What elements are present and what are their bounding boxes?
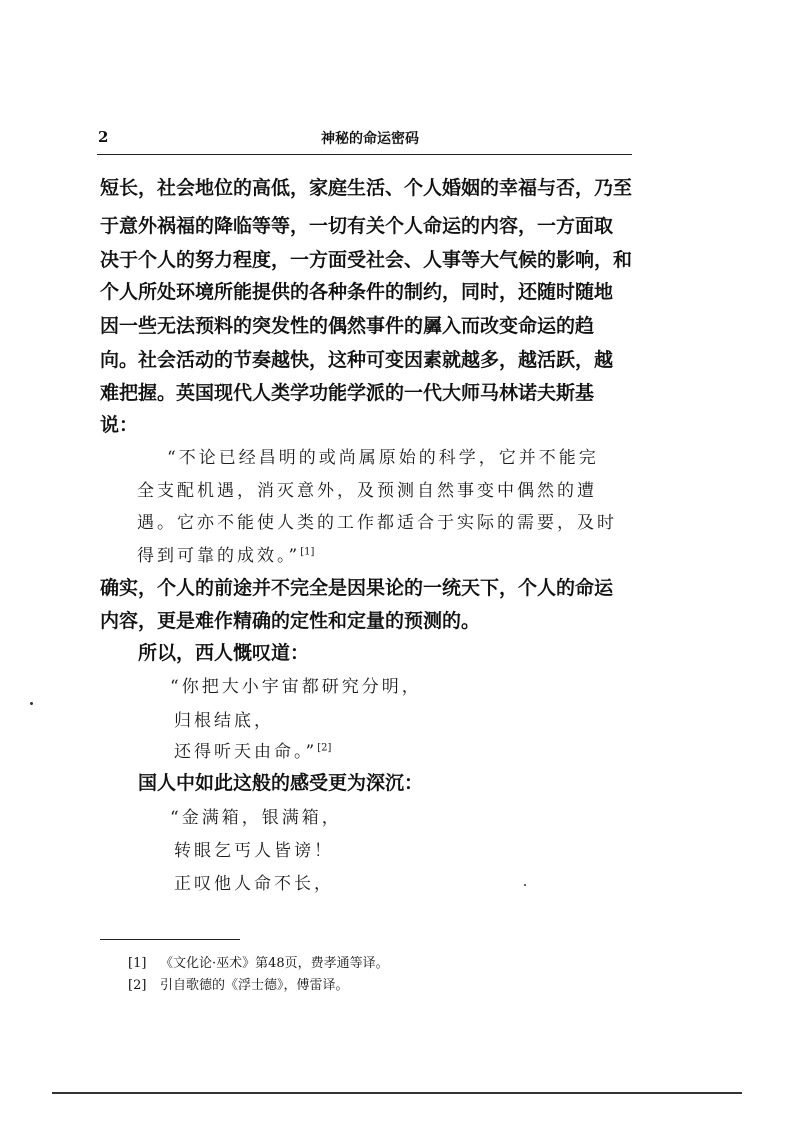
footnote-rule [100, 939, 240, 940]
paragraph-line: 个人所处环境所能提供的各种条件的制约，同时，还随时随地 [100, 281, 614, 303]
paragraph-line: 所以，西人慨叹道： [138, 642, 310, 664]
paragraph-line: 难把握。英国现代人类学功能学派的一代大师马林诺夫斯基 [100, 382, 595, 404]
footnote-text: 《文化论·巫术》第48页，费孝通等译。 [160, 956, 389, 971]
quote-line: “不论已经昌明的或尚属原始的科学，它并不能完 [167, 448, 599, 468]
scan-speck [30, 702, 33, 705]
page-number: 2 [98, 128, 109, 146]
verse-text: 还得听天由命。” [174, 742, 318, 762]
paragraph-line: 国人中如此这般的感受更为深沉： [138, 772, 424, 794]
paragraph-line: 因一些无法预料的突发性的偶然事件的羼入而改变命运的趋 [100, 315, 595, 337]
verse-line [174, 737, 331, 762]
paragraph-line: 说： [100, 414, 139, 436]
footnote-mark: [2] [128, 978, 147, 993]
paragraph-line: 内容，更是难作精确的定性和定量的预测的。 [100, 610, 481, 632]
quote-line: 遇。它亦不能使人类的工作都适合于实际的需要，及时 [137, 513, 617, 533]
quote-text: 得到可靠的成效。” [137, 546, 301, 566]
bottom-rule [52, 1092, 742, 1094]
footnote [128, 952, 389, 971]
paragraph-line: 决于个人的努力程度，一方面受社会、人事等大气候的影响，和 [100, 249, 633, 271]
paragraph-line: 确实，个人的前途并不完全是因果论的一统天下，个人的命运 [100, 577, 614, 599]
paragraph-line: 于意外祸福的降临等等，一切有关个人命运的内容，一方面取 [100, 215, 614, 237]
footnote [128, 974, 349, 993]
header-rule [97, 154, 632, 155]
footnote-mark: [1] [128, 956, 147, 971]
paragraph-line: 向。社会活动的节奏越快，这种可变因素就越多，越活跃，越 [100, 349, 614, 371]
verse-line: “金满箱，银满箱， [170, 808, 342, 828]
footnote-ref: [1] [300, 546, 315, 558]
verse-line: 转眼乞丐人皆谤！ [174, 841, 334, 861]
footnote-ref: [2] [317, 742, 332, 754]
verse-line: 归根结底， [174, 711, 274, 731]
running-title: 神秘的命运密码 [321, 131, 419, 147]
paragraph-line: 短长，社会地位的高低，家庭生活、个人婚姻的幸福与否，乃至 [100, 177, 633, 199]
footnote-text: 引自歌德的《浮士德》，傅雷译。 [160, 978, 349, 993]
verse-line: “你把大小宇宙都研究分明， [170, 677, 422, 697]
quote-line: 全支配机遇，消灭意外，及预测自然事变中偶然的遭 [137, 481, 597, 501]
scan-speck [524, 884, 526, 886]
verse-line: 正叹他人命不长， [174, 874, 334, 894]
quote-line [137, 541, 314, 566]
